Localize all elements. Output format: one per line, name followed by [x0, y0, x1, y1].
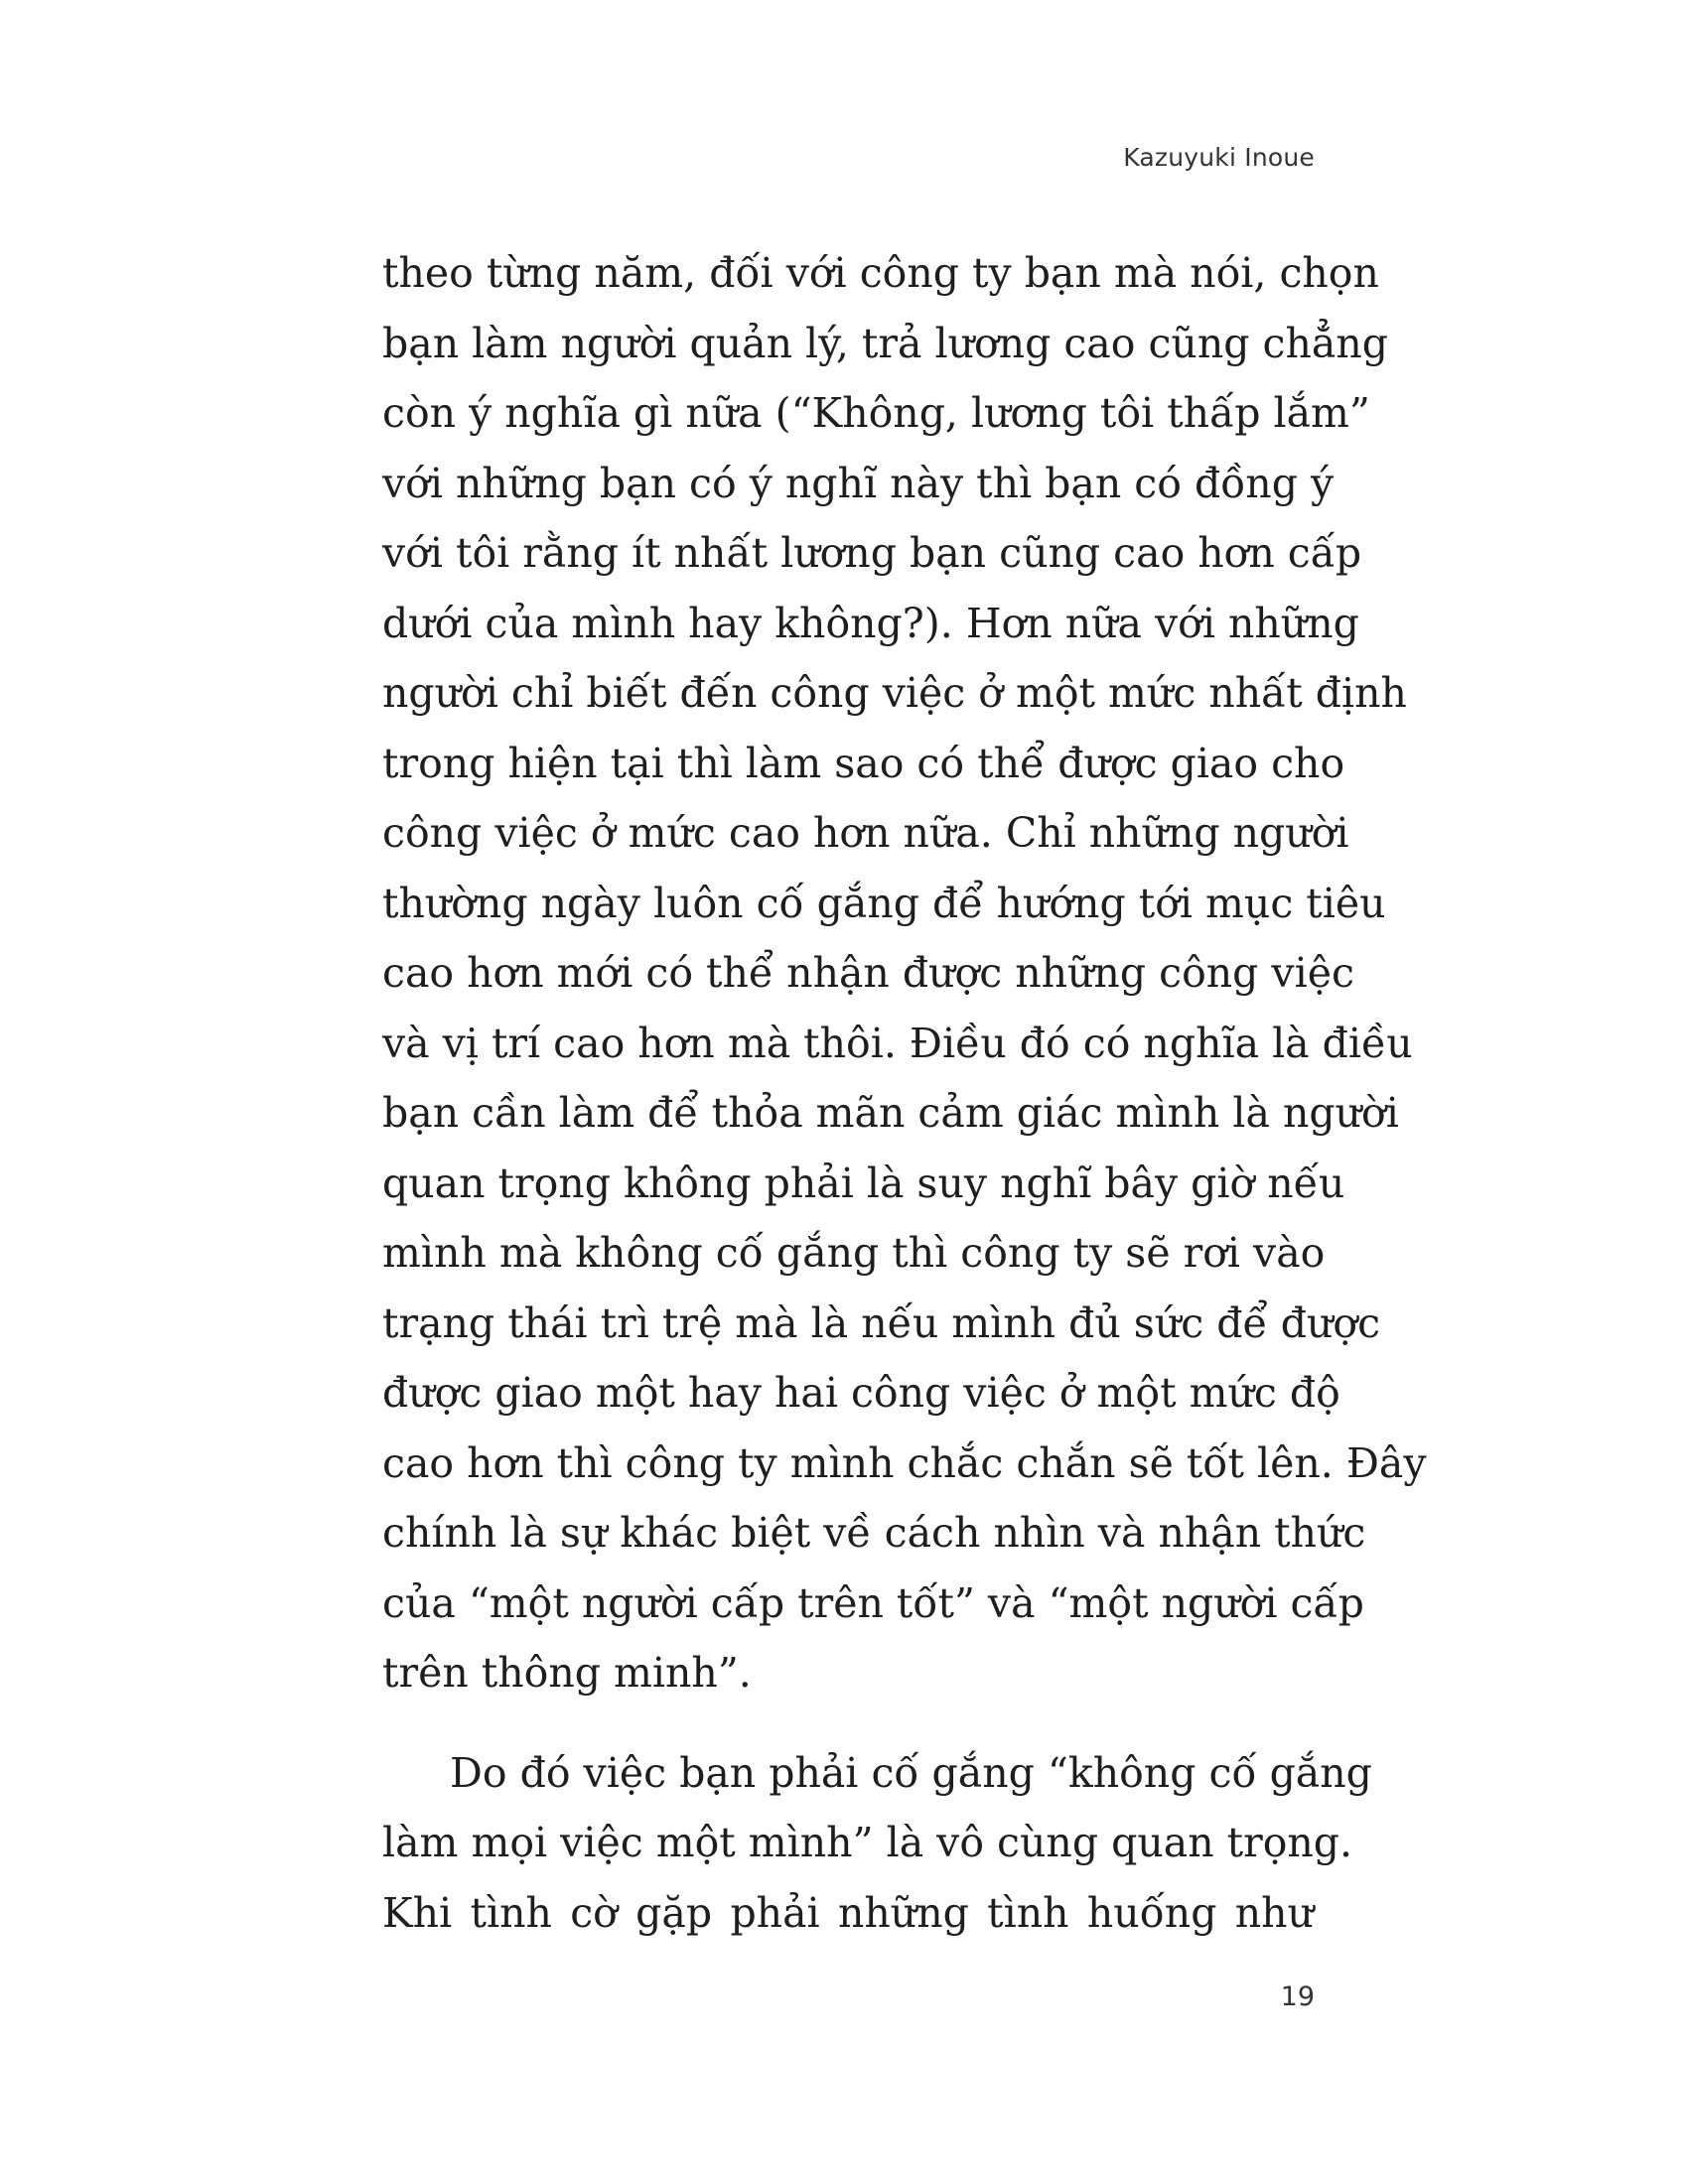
text-line: trạng thái trì trệ mà là nếu mình đủ sức để được [382, 1298, 1381, 1347]
paragraph [382, 1738, 1372, 1949]
text-line: chính là sự khác biệt về cách nhìn và nhận thức [382, 1509, 1366, 1557]
text-line: theo từng năm, đối với công ty bạn mà nói, chọn [382, 249, 1379, 297]
text-line: cao hơn mới có thể nhận được những công việc [382, 949, 1354, 997]
text-line: được giao một hay hai công việc ở một mức độ [382, 1369, 1340, 1417]
text-line: mình mà không cố gắng thì công ty sẽ rơi vào [382, 1229, 1326, 1277]
page-number: 19 [1280, 1981, 1315, 2012]
text-line: với tôi rằng ít nhất lương bạn cũng cao hơn cấp [382, 529, 1362, 577]
text-line: còn ý nghĩa gì nữa (“Không, lương tôi thấp lắm” [382, 389, 1370, 437]
text-line: bạn cần làm để thỏa mãn cảm giác mình là người [382, 1089, 1399, 1137]
text-line: của “một người cấp trên tốt” và “một người cấp [382, 1578, 1364, 1627]
text-line: công việc ở mức cao hơn nữa. Chỉ những người [382, 809, 1349, 857]
body-text [382, 238, 1427, 1948]
text-line: người chỉ biết đến công việc ở một mức nhất định [382, 669, 1407, 717]
running-head-author: Kazuyuki Inoue [1123, 143, 1315, 172]
text-line: Khi tình cờ gặp phải những tình huống như [382, 1888, 1314, 1937]
text-line: trên thông minh”. [382, 1649, 752, 1697]
text-line: làm mọi việc một mình” là vô cùng quan trọng. [382, 1819, 1353, 1866]
text-line: quan trọng không phải là suy nghĩ bây giờ nếu [382, 1159, 1345, 1207]
text-line: thường ngày luôn cố gắng để hướng tới mục tiêu [382, 879, 1386, 927]
text-line: dưới của mình hay không?). Hơn nữa với những [382, 599, 1359, 647]
text-line: Do đó việc bạn phải cố gắng “không cố gắng [450, 1748, 1372, 1797]
text-line: bạn làm người quản lý, trả lương cao cũng chẳng [382, 319, 1388, 367]
text-line: trong hiện tại thì làm sao có thể được giao cho [382, 739, 1345, 787]
paragraph [382, 238, 1427, 1708]
text-line: cao hơn thì công ty mình chắc chắn sẽ tốt lên. Đây [382, 1438, 1427, 1487]
text-line: và vị trí cao hơn mà thôi. Điều đó có nghĩa là điều [382, 1019, 1413, 1067]
text-line: với những bạn có ý nghĩ này thì bạn có đồng ý [382, 459, 1335, 507]
